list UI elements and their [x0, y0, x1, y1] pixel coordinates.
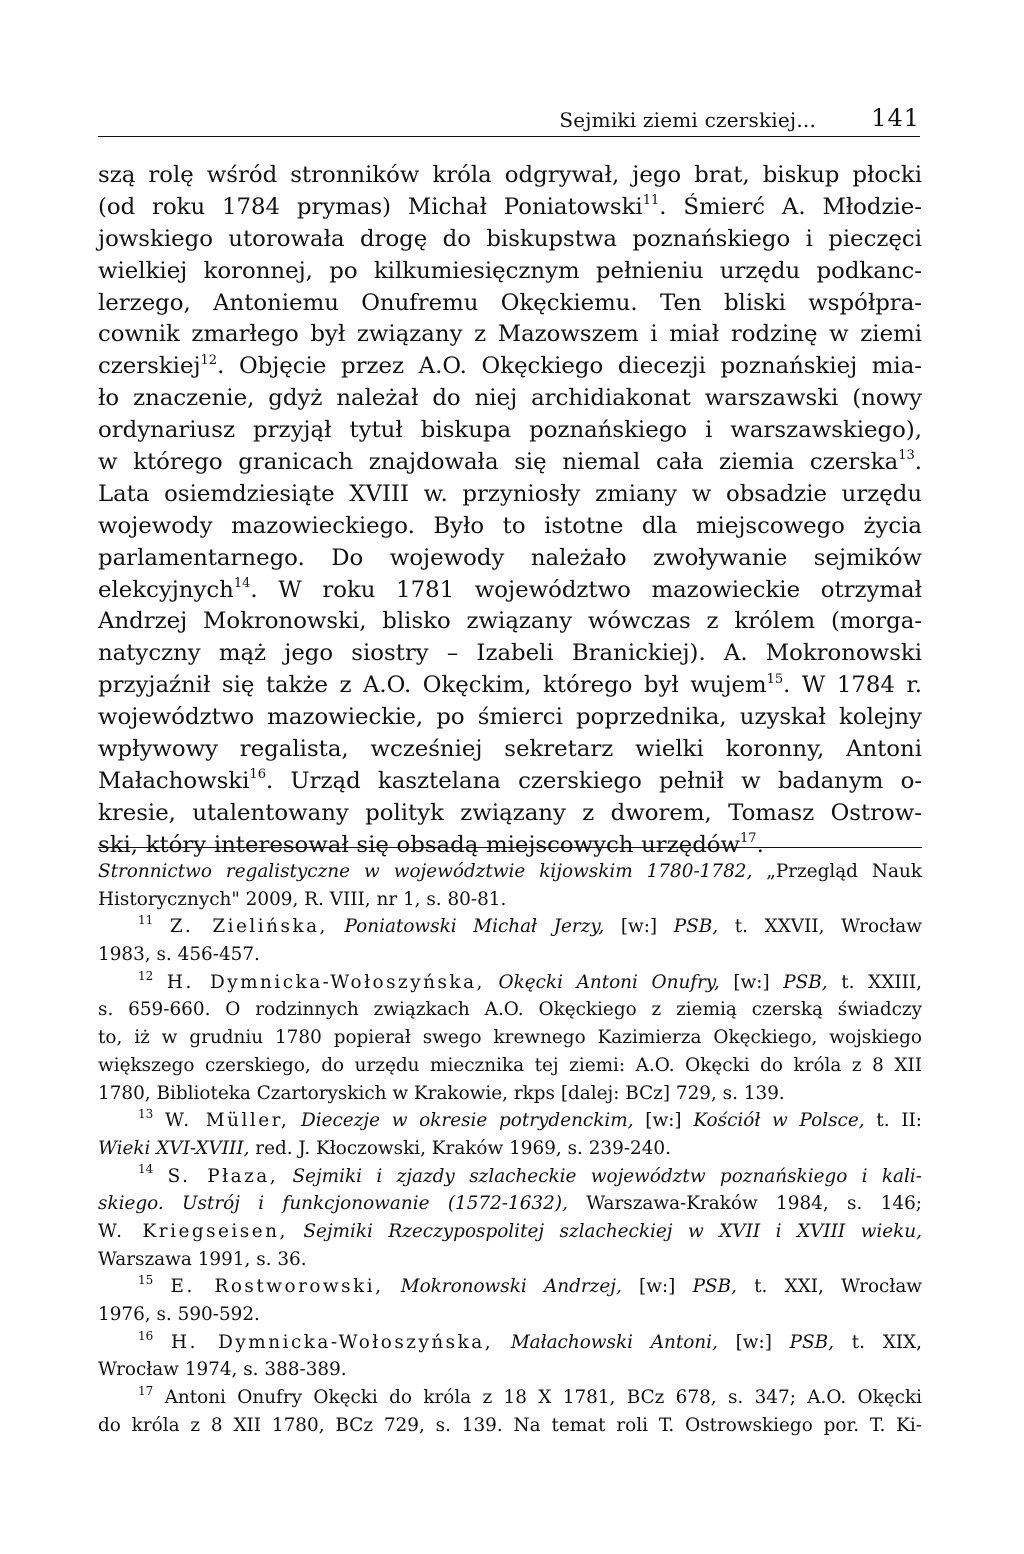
- text-line: szą rolę wśród stronników króla odgrywał, jego brat, biskup płocki: [98, 162, 922, 188]
- footnote-line: s. 659-660. O rodzinnych związkach A.O. Okęckiego z ziemią czerską świadczy: [98, 999, 922, 1021]
- text-line: kresie, utalentowany polityk związany z dworem, Tomasz Ostrow-: [98, 799, 922, 826]
- text-line: czerskiej$^{12}$. Objęcie przez A.O. Okęckiego diecezji poznańskiej mia-: [98, 352, 922, 380]
- text-line: cownik zmarłego był związany z Mazowszem i miał rodzinę w ziemi: [98, 321, 922, 348]
- text-line: (od roku 1784 prymas) Michał Poniatowski$^{11}$. Śmierć A. Młodzie-: [98, 193, 922, 220]
- footnote-16: $^{16}$ H. Dymnicka-Wołoszyńska, Małachowski Antoni, [w:] PSB, t. XIX,: [138, 1328, 922, 1353]
- footnote-rule: [98, 847, 922, 848]
- footnote-12: $^{12}$ H. Dymnicka-Wołoszyńska, Okęcki Antoni Onufry, [w:] PSB, t. XXIII,: [138, 968, 922, 993]
- footnote-line: Historycznych" 2009, R. VIII, nr 1, s. 80-81.: [98, 888, 507, 910]
- footnote-line: skiego. Ustrój i funkcjonowanie (1572-1632), Warszawa-Kraków 1984, s. 146;: [98, 1193, 922, 1215]
- footnote-line: Stronnictwo regalistyczne w województwie kijowskim 1780-1782, „Przegląd Nauk: [98, 861, 922, 882]
- text-line: w którego granicach znajdowała się niemal cała ziemia czerska$^{13}$.: [98, 448, 922, 476]
- footnote-line: W. Kriegseisen, Sejmiki Rzeczypospolitej szlacheckiej w XVII i XVIII wieku,: [98, 1220, 922, 1242]
- footnote-line: 1983, s. 456-457.: [98, 944, 260, 966]
- text-line: lerzego, Antoniemu Onufremu Okęckiemu. Ten bliski współpra-: [98, 289, 922, 316]
- running-title: Sejmiki ziemi czerskiej...: [559, 108, 816, 132]
- main-text: [98, 160, 922, 862]
- text-line: wojewody mazowieckiego. Było to istotne dla miejscowego życia: [98, 512, 922, 539]
- text-line: Małachowski$^{16}$. Urząd kasztelana czerskiego pełnił w badanym o-: [98, 767, 922, 794]
- text-line: ski, który interesował się obsadą miejscowych urzędów$^{17}$.: [98, 831, 764, 858]
- footnote-15: $^{15}$ E. Rostworowski, Mokronowski Andrzej, [w:] PSB, t. XXI, Wrocław: [138, 1273, 923, 1298]
- footnote-line: Warszawa 1991, s. 36.: [98, 1248, 307, 1270]
- footnotes: [98, 858, 922, 1439]
- footnote-line: to, iż w grudniu 1780 popierał swego krewnego Kazimierza Okęckiego, wojskiego: [98, 1027, 922, 1049]
- header-rule: [98, 136, 920, 137]
- text-line: parlamentarnego. Do wojewody należało zwoływanie sejmików: [98, 544, 922, 571]
- text-line: jowskiego utorowała drogę do biskupstwa poznańskiego i pieczęci: [98, 225, 922, 252]
- footnote-ref[interactable]: 13: [898, 448, 915, 464]
- footnote-ref[interactable]: 14: [233, 575, 251, 591]
- text-line: wpływowy regalista, wcześniej sekretarz wielki koronny, Antoni: [98, 736, 922, 763]
- footnote-line: 1780, Biblioteka Czartoryskich w Krakowie, rkps [dalej: BCz] 729, s. 139.: [98, 1082, 785, 1104]
- text-line: wielkiej koronnej, po kilkumiesięcznym pełnieniu urzędu podkanc-: [98, 257, 922, 284]
- footnote-ref[interactable]: 16: [249, 767, 266, 783]
- footnote-ref[interactable]: 11: [642, 193, 660, 209]
- running-header: [98, 104, 920, 134]
- text-line: elekcyjnych$^{14}$. W roku 1781 województwo mazowieckie otrzymał: [98, 575, 922, 603]
- footnote-ref[interactable]: 15: [766, 671, 784, 687]
- footnote-line: Wrocław 1974, s. 388-389.: [98, 1359, 347, 1381]
- text-line: ło znaczenie, gdyż należał do niej archidiakonat warszawski (nowy: [98, 385, 922, 412]
- footnote-ref[interactable]: 12: [200, 352, 218, 368]
- page-number: 141: [871, 104, 920, 132]
- footnote-17: $^{17}$ Antoni Onufry Okęcki do króla z 18 X 1781, BCz 678, s. 347; A.O. Okęcki: [138, 1383, 922, 1409]
- text-line: województwo mazowieckie, po śmierci poprzednika, uzyskał kolejny: [98, 704, 922, 731]
- footnote-14: $^{14}$ S. Płaza, Sejmiki i zjazdy szlacheckie województw poznańskiego i kali-: [138, 1162, 922, 1187]
- text-line: Lata osiemdziesiąte XVIII w. przyniosły zmiany w obsadzie urzędu: [98, 480, 922, 507]
- footnote-13: $^{13}$ W. Müller, Diecezje w okresie potrydenckim, [w:] Kościół w Polsce, t. II:: [138, 1107, 922, 1132]
- text-line: natyczny mąż jego siostry – Izabeli Branickiej). A. Mokronowski: [98, 640, 922, 667]
- footnote-line: Wieki XVI-XVIII, red. J. Kłoczowski, Kraków 1969, s. 239-240.: [98, 1137, 671, 1159]
- footnote-11: $^{11}$ Z. Zielińska, Poniatowski Michał Jerzy, [w:] PSB, t. XXVII, Wrocław: [138, 913, 922, 938]
- footnote-line: większego czerskiego, do urzędu miecznika tej ziemi: A.O. Okęcki do króla z 8 XII: [98, 1054, 922, 1076]
- footnote-line: 1976, s. 590-592.: [98, 1304, 260, 1325]
- footnote-line: do króla z 8 XII 1780, BCz 729, s. 139. Na temat roli T. Ostrowskiego por. T. Ki-: [98, 1414, 922, 1436]
- text-line: ordynariusz przyjął tytuł biskupa poznańskiego i warszawskiego),: [98, 417, 922, 444]
- footnote-ref[interactable]: 17: [740, 831, 757, 847]
- text-line: przyjaźnił się także z A.O. Okęckim, którego był wujem$^{15}$. W 1784 r.: [98, 671, 922, 699]
- text-line: Andrzej Mokronowski, blisko związany wówczas z królem (morga-: [98, 608, 922, 635]
